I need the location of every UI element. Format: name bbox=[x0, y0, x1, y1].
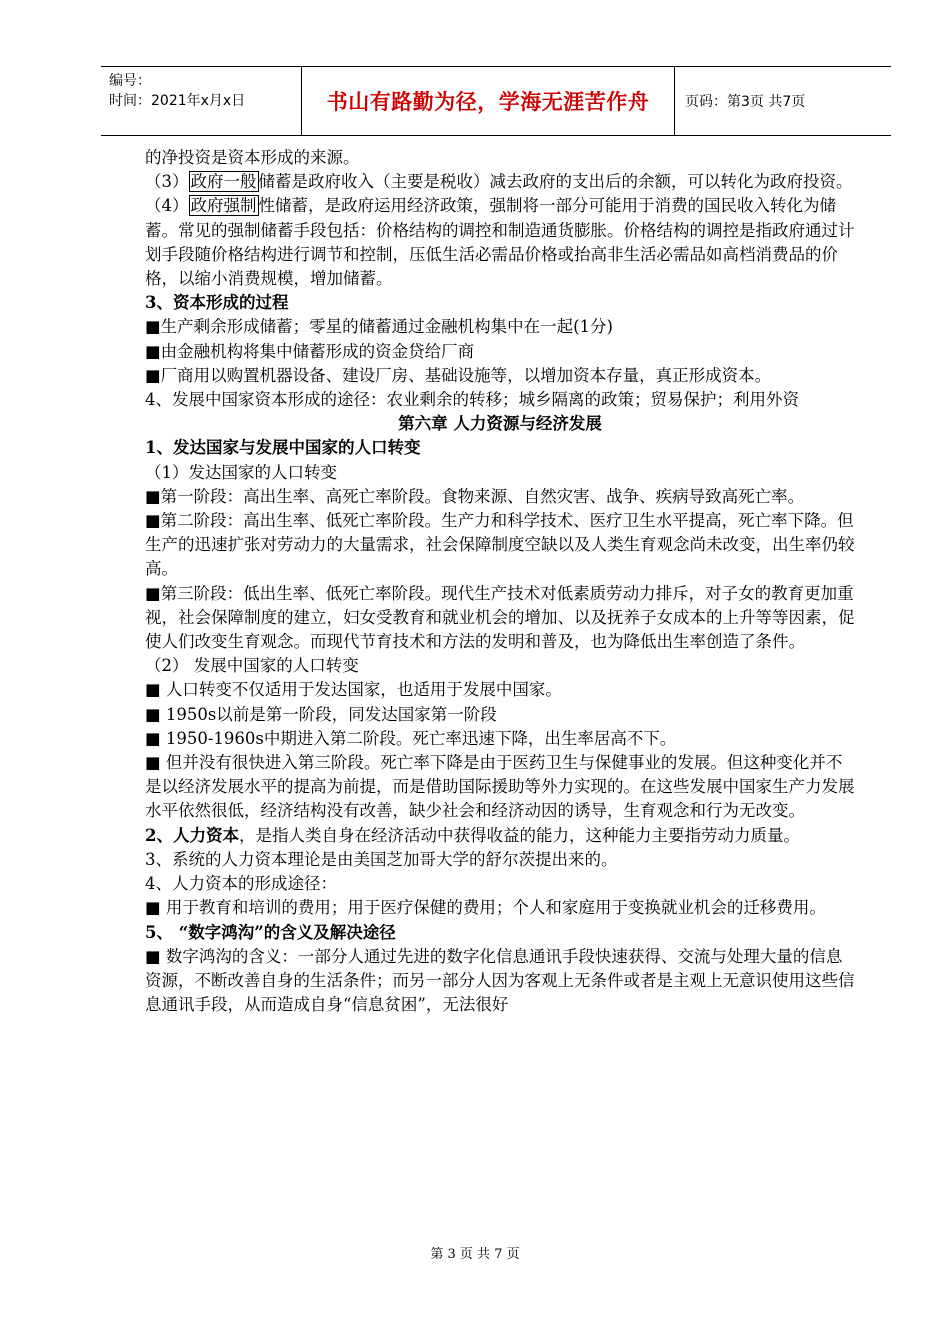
bullet-item: ■ 数字鸿沟的含义：一部分人通过先进的数字化信息通讯手段快速获得、交流与处理大量的信息资源，不断改善自身的生活条件；而另一部分人因为客观上无条件或者是主观上无意识使用这些信息通讯手段，从而造成自身“信息贫困”，无法很好 bbox=[145, 946, 855, 1015]
subsection-heading: （2） 发展中国家的人口转变 bbox=[145, 656, 359, 676]
bullet-item: ■ 人口转变不仅适用于发达国家，也适用于发展中国家。 bbox=[145, 680, 562, 700]
term-heading: 2、人力资本 bbox=[145, 825, 239, 845]
paragraph: 3、系统的人力资本理论是由美国芝加哥大学的舒尔茨提出来的。 bbox=[145, 849, 618, 869]
paragraph-text: 储蓄是政府收入（主要是税收）减去政府的支出后的余额，可以转化为政府投资。 bbox=[258, 172, 853, 192]
header-motto: 书山有路勤为径，学海无涯苦作舟 bbox=[301, 67, 675, 135]
paragraph: 的净投资是资本形成的来源。 bbox=[145, 148, 360, 167]
page-header bbox=[101, 66, 891, 136]
chapter-title: 第六章 人力资源与经济发展 bbox=[398, 414, 602, 434]
bullet-item: ■ 1950-1960s中期进入第二阶段。死亡率迅速下降，出生率居高不下。 bbox=[145, 728, 677, 748]
section-heading: 1、发达国家与发展中国家的人口转变 bbox=[145, 438, 421, 458]
bullet-item: ■ 但并没有很快进入第三阶段。死亡率下降是由于医药卫生与保健事业的发展。但这种变化并不是以经济发展水平的提高为前提，而是借助国际援助等外力实现的。在这些发展中国家生产力发展水平依然很低，经济结构没有改善，缺少社会和经济动因的诱导，生育观念和行为无改变。 bbox=[145, 753, 855, 821]
bullet-item: ■ 用于教育和培训的费用；用于医疗保健的费用；个人和家庭用于变换就业机会的迁移费用。 bbox=[145, 898, 826, 918]
section-heading: 3、资本形成的过程 bbox=[145, 293, 289, 313]
bullet-item: ■第二阶段：高出生率、低死亡率阶段。生产力和科学技术、医疗卫生水平提高，死亡率下降。但生产的迅速扩张对劳动力的大量需求，社会保障制度空缺以及人类生育观念尚未改变，出生率仍较高。 bbox=[145, 511, 855, 579]
boxed-term: 政府强制 bbox=[190, 196, 257, 216]
paragraph: 4、人力资本的形成途径： bbox=[145, 874, 337, 894]
paragraph-text: ，是指人类自身在经济活动中获得收益的能力，这种能力主要指劳动力质量。 bbox=[238, 825, 800, 845]
document-number-label: 编号： bbox=[109, 73, 151, 89]
header-info bbox=[101, 67, 301, 135]
boxed-term: 政府一般 bbox=[190, 172, 257, 192]
document-body bbox=[145, 146, 855, 1017]
paragraph: 4、发展中国家资本形成的途径：农业剩余的转移；城乡隔离的政策；贸易保护；利用外资 bbox=[145, 390, 799, 410]
bullet-item: ■生产剩余形成储蓄；零星的储蓄通过金融机构集中在一起(1分) bbox=[145, 317, 613, 337]
header-page-label: 页码：第3页 共7页 bbox=[685, 94, 806, 110]
bullet-item: ■ 1950s以前是第一阶段，同发达国家第一阶段 bbox=[145, 704, 497, 724]
document-time-label: 时间：2021年x月x日 bbox=[109, 93, 246, 109]
paragraph bbox=[145, 194, 855, 291]
paragraph bbox=[145, 170, 855, 194]
page-footer: 第 3 页 共 7 页 bbox=[430, 1247, 520, 1262]
bullet-item: ■第三阶段：低出生率、低死亡率阶段。现代生产技术对低素质劳动力排斥，对子女的教育更加重视，社会保障制度的建立，妇女受教育和就业机会的增加、以及抚养子女成本的上升等等因素，促使人们改变生育观念。而现代节育技术和方法的发明和普及，也为降低出生率创造了条件。 bbox=[145, 583, 855, 652]
subsection-heading: （1）发达国家的人口转变 bbox=[145, 462, 337, 482]
paragraph bbox=[145, 824, 855, 848]
bullet-item: ■厂商用以购置机器设备、建设厂房、基础设施等，以增加资本存量，真正形成资本。 bbox=[145, 365, 772, 385]
bullet-item: ■第一阶段：高出生率、高死亡率阶段。食物来源、自然灾害、战争、疾病导致高死亡率。 bbox=[145, 486, 805, 506]
section-heading: 5、 “数字鸿沟”的含义及解决途径 bbox=[145, 922, 396, 942]
paragraph-number: （3） bbox=[145, 172, 189, 192]
paragraph-number: （4） bbox=[145, 196, 189, 216]
bullet-item: ■由金融机构将集中储蓄形成的资金贷给厂商 bbox=[145, 341, 475, 361]
paragraph-text: 性储蓄，是政府运用经济政策，强制将一部分可能用于消费的国民收入转化为储蓄。常见的强制储蓄手段包括：价格结构的调控和制造通货膨胀。价格结构的调控是指政府通过计划手段随价格结构进行调节和控制，压低生活必需品价格或抬高非生活必需品如高档消费品的价格，以缩小消费规模，增加储蓄。 bbox=[145, 196, 855, 289]
